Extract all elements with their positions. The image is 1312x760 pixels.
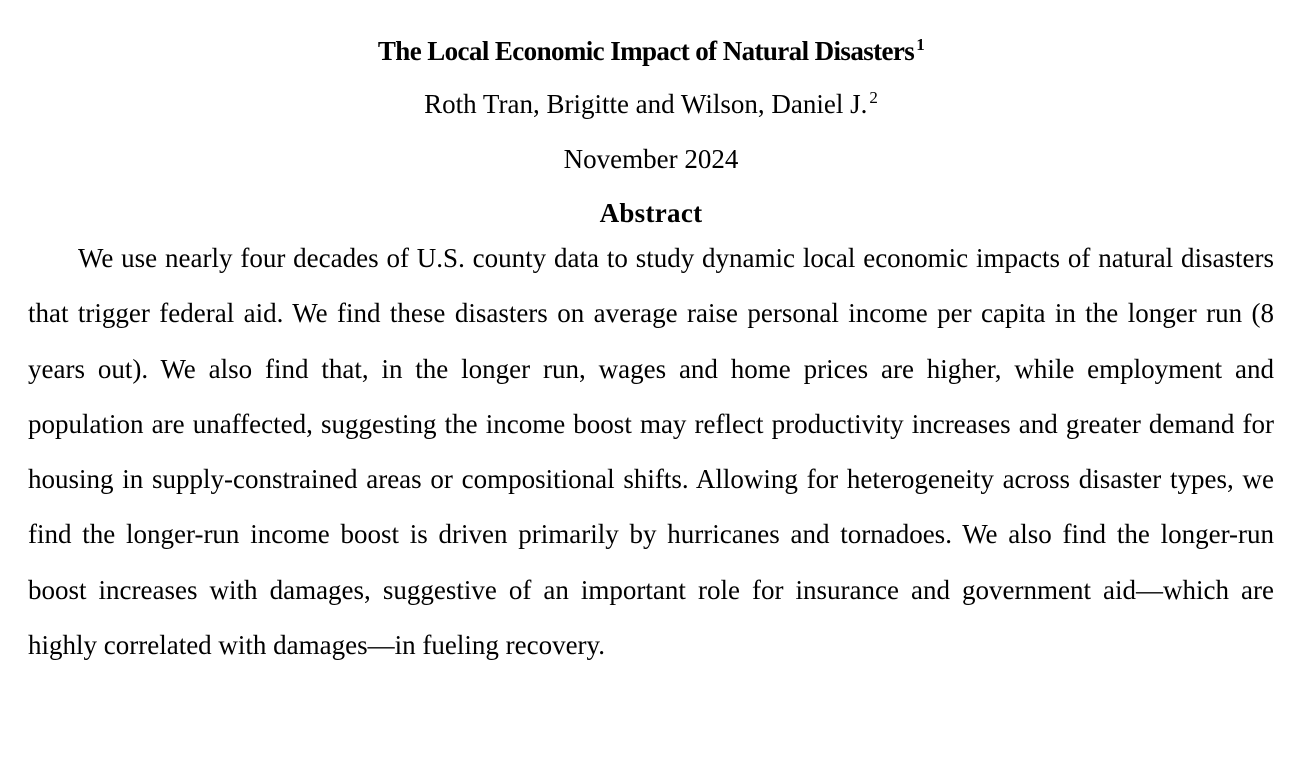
paper-title (28, 0, 1274, 69)
authors-text: Roth Tran, Brigitte and Wilson, Daniel J. (424, 89, 868, 119)
title-footnote-marker[interactable]: 1 (916, 35, 925, 54)
abstract-body: We use nearly four decades of U.S. county data to study dynamic local economic impacts of natural disasters that trigger federal aid. We find these disasters on average raise personal income per capita in the longer run (8 years out). We also find that, in the longer run, wages and home prices are higher, while employment and population are unaffected, suggesting the income boost may reflect productivity increases and greater demand for housing in supply-constrained areas or compositional shifts. Allowing for heterogeneity across disaster types, we find the longer-run income boost is driven primarily by hurricanes and tornadoes. We also find the longer-run boost increases with damages, suggestive of an important role for insurance and government aid—which are highly correlated with damages—in fueling recovery. (28, 243, 1274, 661)
paper-date: November 2024 (563, 144, 739, 174)
abstract-heading: Abstract (599, 198, 703, 228)
authors-footnote-marker[interactable]: 2 (869, 88, 878, 107)
paper-authors (28, 69, 1274, 122)
paper-title-text: The Local Economic Impact of Natural Disasters (377, 36, 915, 66)
